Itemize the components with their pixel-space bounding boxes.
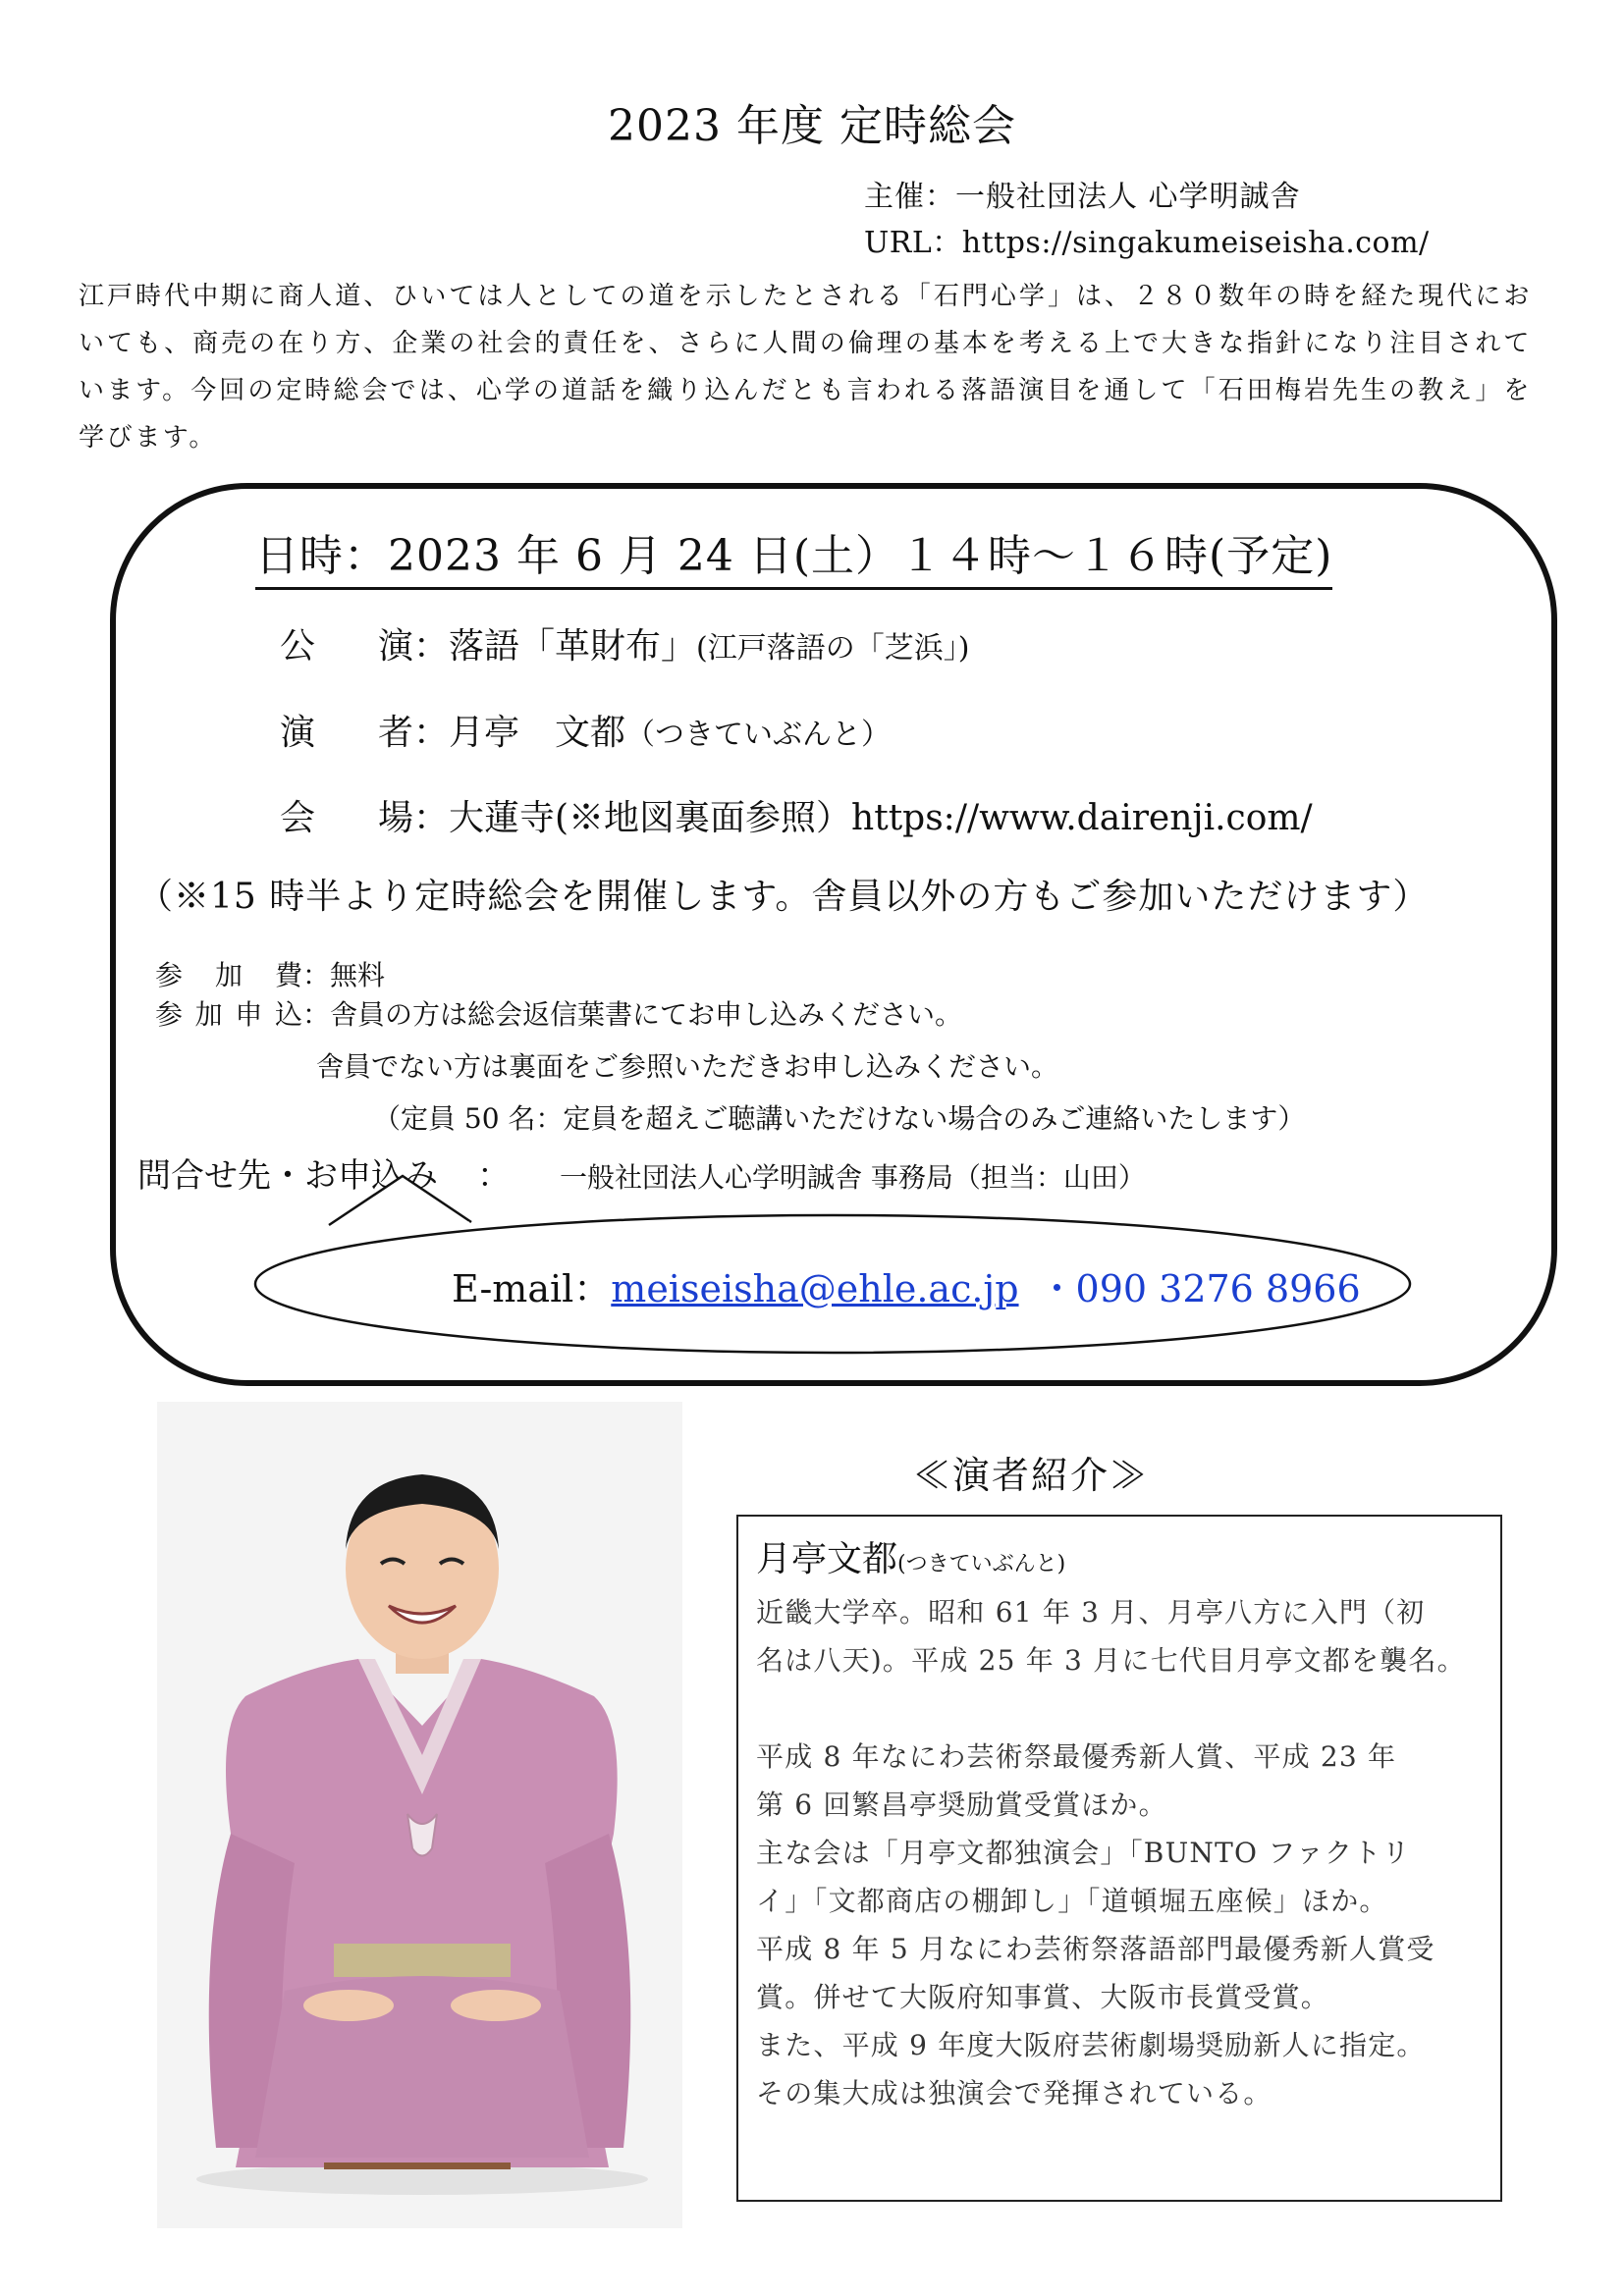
capacity-note: （定員 50 名：定員を超えご聴講いただけない場合のみご連絡いたします） bbox=[373, 1102, 1306, 1135]
contact-label: 問合せ先・お申込み bbox=[137, 1156, 438, 1196]
phone-number[interactable]: ・090 3276 8966 bbox=[1038, 1267, 1361, 1310]
performer-label: 演 者 bbox=[280, 713, 413, 753]
email-label: E-mail： bbox=[452, 1267, 612, 1310]
profile-line: 第 6 回繁昌亭奨励賞受賞ほか。 bbox=[756, 1789, 1167, 1821]
profile-line: 平成 8 年なにわ芸術祭最優秀新人賞、平成 23 年 bbox=[756, 1740, 1397, 1773]
contact-office: 一般社団法人心学明誠舎 事務局（担当：山田） bbox=[560, 1161, 1146, 1194]
event-datetime: 日時：2023 年 6 月 24 日(土）１４時～１６時(予定) bbox=[255, 520, 1332, 590]
performance-note: (江戸落語の「芝浜」) bbox=[696, 631, 970, 666]
profile-heading: ≪演者紹介≫ bbox=[913, 1454, 1150, 1497]
venue-label: 会 場 bbox=[280, 798, 413, 838]
profile-line: 主な会は「月亭文都独演会」「BUNTO ファクトリ bbox=[756, 1837, 1411, 1869]
profile-line: 近畿大学卒。昭和 61 年 3 月、月亭八方に入門（初 bbox=[756, 1596, 1426, 1629]
profile-line: 平成 8 年 5 月なにわ芸術祭落語部門最優秀新人賞受 bbox=[756, 1933, 1435, 1965]
profile-name bbox=[756, 1531, 1065, 1581]
profile-line: 名は八天)。平成 25 年 3 月に七代目月亭文都を襲名。 bbox=[756, 1644, 1466, 1677]
organizer: 主催：一般社団法人 心学明誠舎 bbox=[864, 180, 1301, 214]
performer-portrait-icon bbox=[157, 1402, 682, 2228]
fee-value: ：無料 bbox=[302, 959, 386, 991]
performer-note: （つきていぶんと） bbox=[625, 718, 892, 752]
intro-paragraph: 江戸時代中期に商人道、ひいては人としての道を示したとされる「石門心学」は、２８０数年の時を経た現代においても、商売の在り方、企業の社会的責任を、さらに人間の倫理の基本を考える上で大きな指針になり注目されています。今回の定時総会では、心学の道話を織り込んだとも言われる落語演目を通して「石田梅岩先生の教え」を学びます。 bbox=[79, 282, 1532, 453]
contact-details bbox=[452, 1258, 1361, 1312]
profile-line bbox=[756, 1684, 1492, 1733]
performer-name: 月亭文都 bbox=[756, 1539, 898, 1579]
profile-line: また、平成 9 年度大阪府芸術劇場奨励新人に指定。 bbox=[756, 2029, 1426, 2061]
profile-text bbox=[756, 1588, 1492, 2117]
apply-label: 参加申込 bbox=[155, 998, 302, 1031]
contact-separator: ： bbox=[477, 1156, 511, 1196]
website-url[interactable]: URL：https://singakumeiseisha.com/ bbox=[864, 226, 1430, 260]
page-title: 2023 年度 定時総会 bbox=[608, 101, 1016, 151]
performer-portrait bbox=[157, 1402, 682, 2228]
venue-value: ：大蓮寺(※地図裏面参照）https://www.dairenji.com/ bbox=[413, 798, 1313, 838]
apply-value-2: 舎員でない方は裏面をご参照いただきお申し込みください。 bbox=[316, 1050, 1059, 1083]
profile-line: イ」「文都商店の棚卸し」「道頓堀五座候」ほか。 bbox=[756, 1885, 1388, 1917]
performance-value: ：落語「革財布」 bbox=[413, 626, 697, 667]
performance-label: 公 演 bbox=[280, 626, 413, 667]
meeting-note: （※15 時半より定時総会を開催します。舎員以外の方もご参加いただけます） bbox=[137, 877, 1430, 917]
performer-name-kana: (つきていぶんと) bbox=[897, 1552, 1066, 1576]
apply-value-1: ：舎員の方は総会返信葉書にてお申し込みください。 bbox=[302, 998, 963, 1031]
email-link[interactable]: meiseisha@ehle.ac.jp bbox=[611, 1267, 1019, 1310]
profile-line: 賞。併せて大阪府知事賞、大阪市長賞受賞。 bbox=[756, 1981, 1330, 2013]
fee-label: 参加費 bbox=[155, 959, 302, 991]
performer-value: ：月亭 文都 bbox=[413, 713, 626, 753]
profile-line: その集大成は独演会で発揮されている。 bbox=[756, 2077, 1272, 2109]
